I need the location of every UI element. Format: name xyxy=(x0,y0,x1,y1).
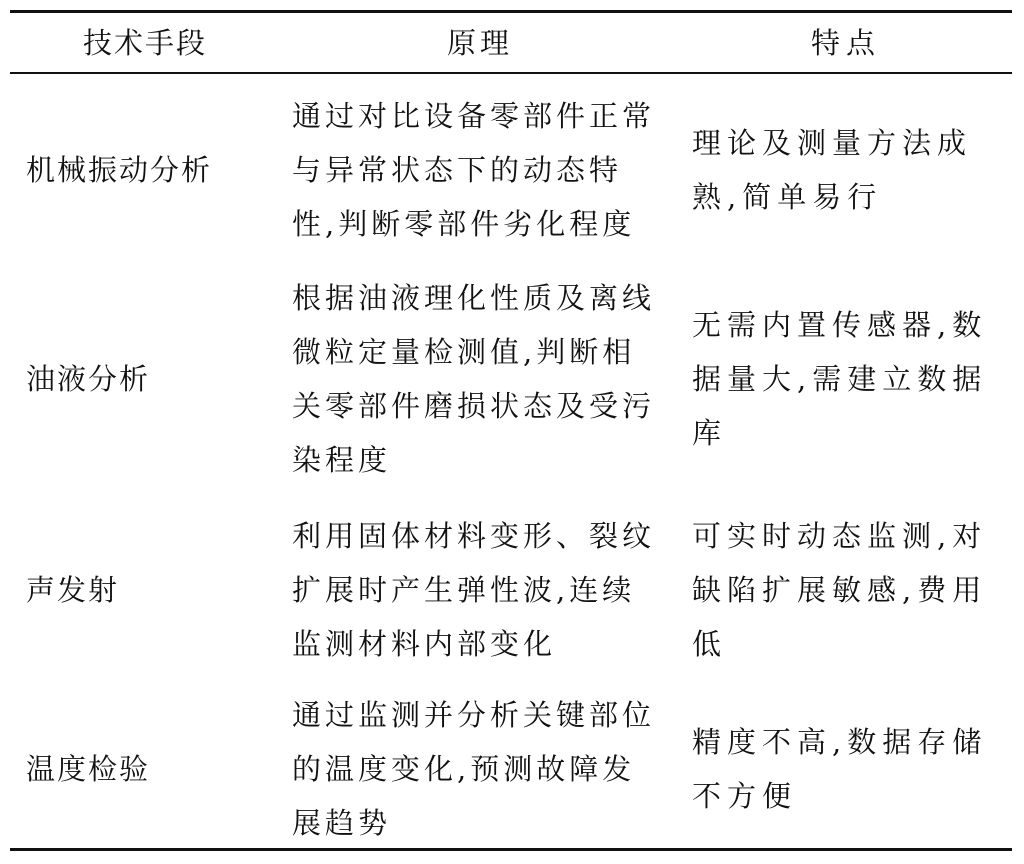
table-row-4-method xyxy=(26,686,266,852)
table-row-1-method xyxy=(26,80,266,260)
header-method: 技术手段 xyxy=(82,26,207,60)
feature-text: 精度不高,数据存储不方便 xyxy=(692,725,988,813)
table-row-2-feature xyxy=(692,266,1004,492)
method-text: 油液分析 xyxy=(26,362,151,396)
table-row-3-feature xyxy=(692,504,1004,676)
principle-text: 通过对比设备零部件正常与异常状态下的动态特性,判断零部件劣化程度 xyxy=(292,99,656,241)
principle-text: 通过监测并分析关键部位的温度变化,预测故障发展趋势 xyxy=(292,698,656,840)
principle-text: 利用固体材料变形、裂纹扩展时产生弹性波,连续监测材料内部变化 xyxy=(292,519,656,661)
method-text: 温度检验 xyxy=(26,752,151,786)
method-text: 机械振动分析 xyxy=(26,153,213,187)
table-top-rule xyxy=(10,10,1012,13)
table-row-3-method xyxy=(26,504,266,676)
table-header-rule xyxy=(10,72,1012,74)
principle-text: 根据油液理化性质及离线微粒定量检测值,判断相关零部件磨损状态及受污染程度 xyxy=(292,281,656,477)
table-row-4-principle xyxy=(292,686,664,852)
comparison-table xyxy=(10,10,1012,854)
feature-text: 可实时动态监测,对缺陷扩展敏感,费用低 xyxy=(692,519,988,661)
table-row-1-principle xyxy=(292,80,664,260)
table-row-1-feature xyxy=(692,80,1004,260)
table-row-4-feature xyxy=(692,686,1004,852)
method-text: 声发射 xyxy=(26,573,120,607)
header-feature: 特点 xyxy=(810,26,881,60)
table-row-3-principle xyxy=(292,504,664,676)
header-principle: 原理 xyxy=(446,26,513,60)
table-row-2-method xyxy=(26,266,266,492)
feature-text: 无需内置传感器,数据量大,需建立数据库 xyxy=(692,308,988,450)
feature-text: 理论及测量方法成熟,简单易行 xyxy=(692,126,973,214)
table-row-2-principle xyxy=(292,266,664,492)
